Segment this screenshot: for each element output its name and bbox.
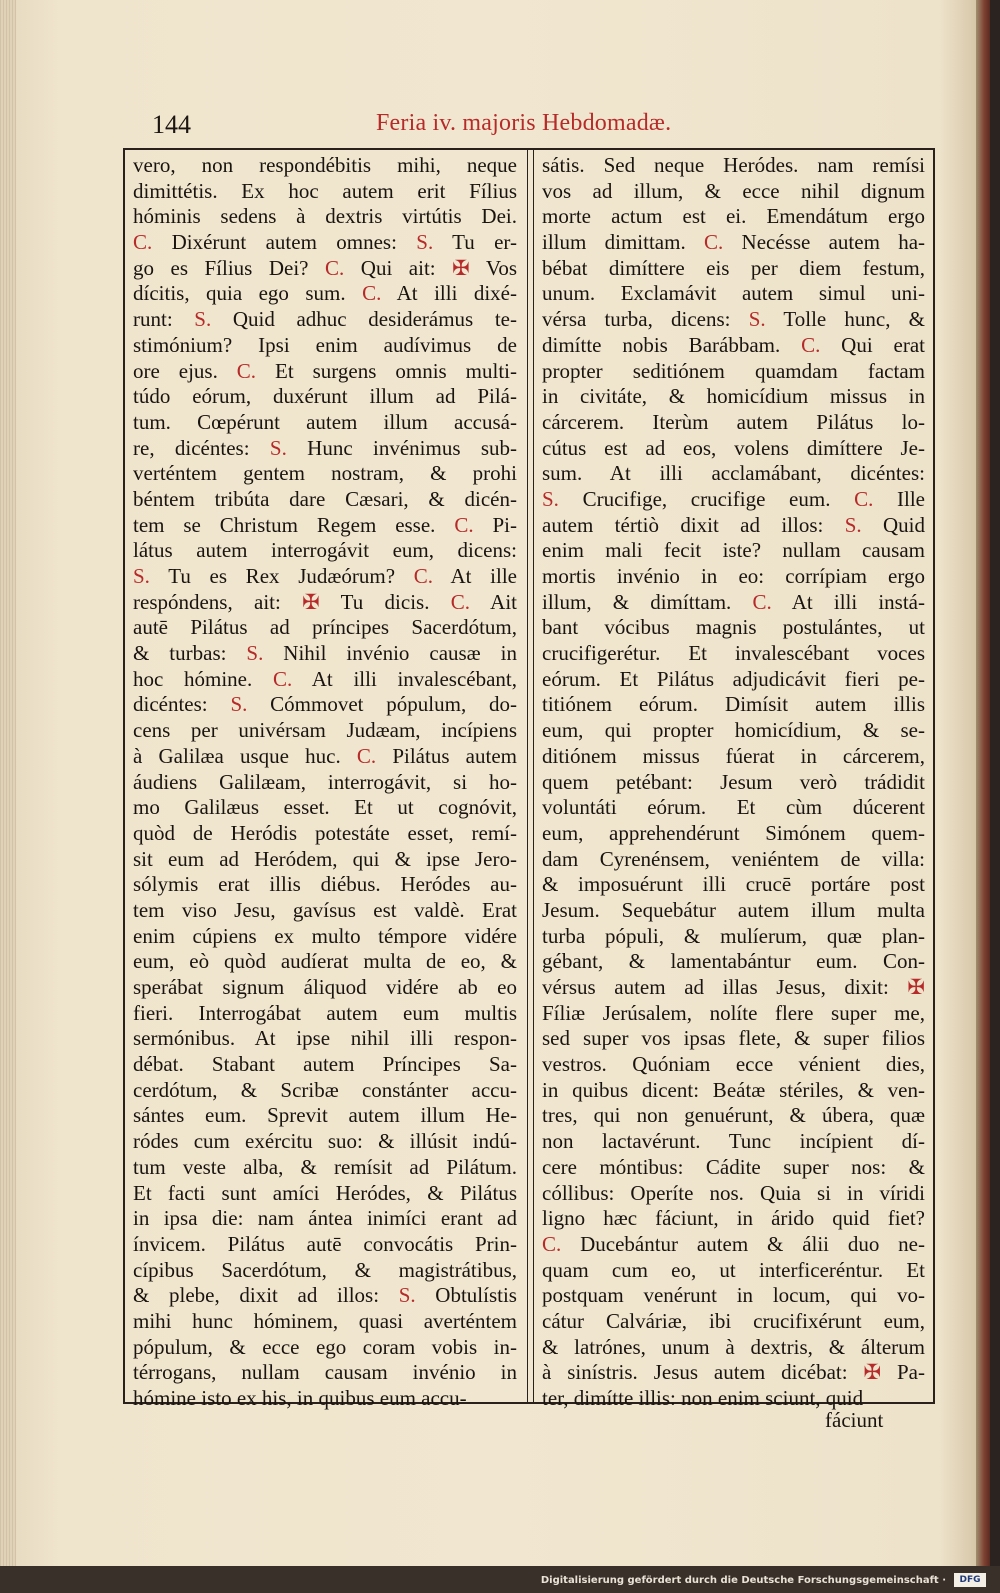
column-divider (527, 150, 534, 1402)
left-column-line: mo Galilæus esset. Et ut cognóvit, (133, 795, 517, 820)
digitization-credit: Digitalisierung gefördert durch die Deutsche Forschungsgemeinschaft · (540, 1575, 946, 1586)
left-column-line: tum. Cœpérunt autem illum accusá- (133, 409, 517, 434)
right-column-line: bant vócibus magnis postulántes, ut (542, 615, 925, 640)
left-column-line: débat. Stabant autem Príncipes Sa- (133, 1052, 517, 1077)
right-column-line: eórum. Et Pilátus adjudicávit fieri pe- (542, 666, 925, 691)
right-column-line: vérsus autem ad illas Jesus, dixit: ✠ (542, 975, 925, 999)
left-column-line: & plebe, dixit ad illos: S. Obtulístis (133, 1283, 517, 1308)
speaker-rubric: C. (801, 332, 821, 357)
right-column-line: enim mali fecit iste? nullam causam (542, 538, 925, 563)
right-column-line: sátis. Sed neque Heródes. nam remísi (542, 153, 925, 177)
left-column-line: autē Pilátus ad príncipes Sacerdótum, (133, 615, 517, 640)
left-column-line: cerdótum, & Scribæ constánter accu- (133, 1077, 517, 1102)
left-column-line: C. Dixérunt autem omnes: S. Tu er- (133, 230, 517, 255)
speaker-rubric: C. (854, 486, 874, 511)
right-column-line: Jesum. Sequebátur autem illum multa (542, 897, 925, 922)
left-column (125, 150, 525, 1410)
speaker-rubric: C. (450, 589, 471, 614)
cross-icon: ✠ (863, 1360, 882, 1385)
right-column-line: vérsa turba, dicens: S. Tolle hunc, & (542, 307, 925, 332)
right-column-line: ligno hæc fáciunt, in árido quid fiet? (542, 1206, 925, 1231)
left-column-line: ínvicem. Pilátus autē convocátis Prin- (133, 1231, 517, 1256)
speaker-rubric: C. (362, 281, 382, 306)
speaker-rubric: S. (133, 564, 150, 588)
left-column-line: tem se Christum Regem esse. C. Pi- (133, 512, 517, 537)
right-column-line: sum. At illi acclamábant, dicéntes: (542, 461, 925, 486)
right-column-line: non lactavérunt. Tunc incípient dí- (542, 1129, 925, 1154)
left-column-line: hoc hómine. C. At illi invalescébant, (133, 666, 517, 691)
speaker-rubric: C. (542, 1231, 562, 1256)
speaker-rubric: C. (272, 666, 293, 691)
left-column-line: dícitis, quia ego sum. C. At illi dixé- (133, 281, 517, 306)
left-column-line: béntem tribúta dare Cæsari, & dicén- (133, 486, 517, 511)
page-edges-left (0, 0, 16, 1566)
right-column-line: in quibus dicent: Beátæ stériles, & ven- (542, 1077, 925, 1102)
left-column-line: tem viso Jesu, gavísus est valdè. Erat (133, 897, 517, 922)
left-column-line: S. Tu es Rex Judæórum? C. At ille (133, 564, 517, 588)
left-column-line: sermónibus. At ipse nihil illi respon- (133, 1026, 517, 1051)
speaker-rubric: C. (752, 589, 772, 614)
speaker-rubric: S. (230, 692, 248, 717)
left-column-line: sit eum ad Heródem, qui & ipse Jero- (133, 846, 517, 871)
right-column-line: dimítte nobis Barábbam. C. Qui erat (542, 332, 925, 357)
right-column-line: crucifigerétur. Et invalescébant voces (542, 641, 925, 666)
left-column-line: látus autem interrogávit eum, dicens: (133, 538, 517, 563)
left-column-line: sántes eum. Sprevit autem illum He- (133, 1103, 517, 1128)
left-column-line: verténtem gentem nostram, & prohi (133, 461, 517, 486)
right-column-line: eum, qui propter homicídium, & se- (542, 718, 925, 743)
left-column-line: ródes cum exércitu suo: & illúsit indú- (133, 1129, 517, 1154)
right-column-line: turba pópuli, & mulíerum, quæ plan- (542, 923, 925, 948)
running-title: Feria iv. majoris Hebdomadæ. (376, 110, 672, 136)
right-column-line: à sinístris. Jesus autem dicébat: ✠ Pa- (542, 1360, 925, 1385)
left-column-line: dimittétis. Ex hoc autem erit Fílius (133, 178, 517, 203)
right-column-line: unum. Exclamávit autem simul uni- (542, 281, 925, 306)
left-column-line: eum, eò quòd audíerat multa de eo, & (133, 949, 517, 974)
left-column-line: fieri. Interrogábat autem eum multis (133, 1000, 517, 1025)
left-column-line: mihi hunc hóminem, quasi averténtem (133, 1308, 517, 1333)
right-column-line: & imposuérunt illi crucē portáre post (542, 872, 925, 897)
right-column-line: Fíliæ Jerúsalem, nolíte flere super me, (542, 1000, 925, 1025)
left-column-line: dicéntes: S. Cómmovet pópulum, do- (133, 692, 517, 717)
right-column-line: bébat dimíttere eis per diem festum, (542, 255, 925, 280)
right-column-line: quem petébant: Jesum verò trádidit (542, 769, 925, 794)
text-frame (123, 148, 935, 1410)
dfg-logo: DFG (954, 1573, 986, 1587)
left-column-line: vero, non respondébitis mihi, neque (133, 153, 517, 177)
speaker-rubric: S. (246, 641, 264, 666)
left-column-line: hóminis sedens à dextris virtútis Dei. (133, 204, 517, 229)
left-column-line: tum veste alba, & remísit ad Pilátum. (133, 1154, 517, 1179)
left-column-line: sperábat signum áliquod vidére ab eo (133, 975, 517, 999)
page-number: 144 (152, 110, 191, 139)
right-column-line: gébant, & lamentabántur eum. Con- (542, 949, 925, 974)
speaker-rubric: S. (844, 512, 862, 537)
right-column-line: voluntáti eórum. Et cùm dúcerent (542, 795, 925, 820)
left-column-line: túdo eórum, duxérunt illum ad Pilá- (133, 384, 517, 409)
left-column-line: ore ejus. C. Et surgens omnis multi- (133, 358, 517, 383)
left-column-line: & turbas: S. Nihil invénio causæ in (133, 641, 517, 666)
cross-icon: ✠ (907, 975, 925, 999)
left-column-line: cípibus Sacerdótum, & magistrátibus, (133, 1257, 517, 1282)
speaker-rubric: C. (133, 230, 153, 255)
speaker-rubric: S. (269, 435, 287, 460)
left-column-line: áudiens Galilæam, interrogávit, si ho- (133, 769, 517, 794)
speaker-rubric: C. (356, 743, 377, 768)
right-column-line: postquam venérunt in locum, qui vo- (542, 1283, 925, 1308)
speaker-rubric: S. (748, 307, 766, 332)
right-column-line: vos ad illum, & ecce nihil dignum (542, 178, 925, 203)
right-column-line: cárcerem. Iterùm autem Pilátus lo- (542, 409, 925, 434)
left-column-line: térrogans, nullam causam invénio in (133, 1360, 517, 1385)
right-column-line: eum, apprehendérunt Simónem quem- (542, 820, 925, 845)
right-column-line: & latrónes, unum à dextris, & álterum (542, 1334, 925, 1359)
left-column-line: respóndens, ait: ✠ Tu dicis. C. Ait (133, 589, 517, 614)
right-column-line: mortis invénio in eo: corrípiam ergo (542, 564, 925, 588)
speaker-rubric: C. (413, 564, 433, 588)
left-column-line: in ipsa die: nam ántea inimíci erant ad (133, 1206, 517, 1231)
left-column-line: re, dicéntes: S. Hunc invénimus sub- (133, 435, 517, 460)
left-column-line: sólymis erat illis diébus. Heródes au- (133, 872, 517, 897)
right-column-line: cátur Calváriæ, ibi crucifixérunt eum, (542, 1308, 925, 1333)
right-column-line: cútus est ad eos, volens dimíttere Je- (542, 435, 925, 460)
left-column-line: cens per univérsam Judæam, incípiens (133, 718, 517, 743)
right-column-line: vestros. Quóniam ecce vénient dies, (542, 1052, 925, 1077)
cross-icon: ✠ (302, 589, 320, 614)
left-column-line: à Galilæa usque huc. C. Pilátus autem (133, 743, 517, 768)
right-column-line: cóllibus: Operíte nos. Quia si in víridi (542, 1180, 925, 1205)
left-column-line: quòd de Heródis potestáte esset, remí- (133, 820, 517, 845)
left-column-line: runt: S. Quid adhuc desiderámus te- (133, 307, 517, 332)
right-column-line: C. Ducebántur autem & álii duo ne- (542, 1231, 925, 1256)
left-column-line: Et facti sunt amíci Heródes, & Pilátus (133, 1180, 517, 1205)
speaker-rubric: C. (454, 512, 474, 537)
right-column-line: illum dimittam. C. Necésse autem ha- (542, 230, 925, 255)
right-column-line: dam Cyrenénsem, veniéntem de villa: (542, 846, 925, 871)
right-column-line: illum, & dimíttam. C. At illi instá- (542, 589, 925, 614)
speaker-rubric: S. (416, 230, 434, 255)
right-column-line: morte actum est ei. Emendátum ergo (542, 204, 925, 229)
speaker-rubric: C. (236, 358, 257, 383)
right-column-line: S. Crucifige, crucifige eum. C. Ille (542, 486, 925, 511)
page-header (140, 110, 940, 146)
right-column (534, 150, 933, 1410)
left-column-line: hómine isto ex his, in quibus eum accu- (133, 1386, 467, 1410)
right-column-line: propter seditiónem quamdam factam (542, 358, 925, 383)
right-column-line: ditiónem missus fúerat in cárcerem, (542, 743, 925, 768)
left-column-line: go es Fílius Dei? C. Qui ait: ✠ Vos (133, 255, 517, 280)
speaker-rubric: S. (398, 1283, 416, 1308)
speaker-rubric: S. (194, 307, 212, 332)
left-column-line: stimónium? Ipsi enim audívimus de (133, 332, 517, 357)
right-column-line: tres, qui non genuérunt, & úbera, quæ (542, 1103, 925, 1128)
right-column-line: cere móntibus: Cádite super nos: & (542, 1154, 925, 1179)
right-column-line: titiónem eórum. Dimísit autem illis (542, 692, 925, 717)
speaker-rubric: C. (703, 230, 724, 255)
right-column-line: quam cum eo, ut interficeréntur. Et (542, 1257, 925, 1282)
footer-bar (0, 1566, 1000, 1593)
left-column-line: enim cúpiens ex multo témpore vidére (133, 923, 517, 948)
binding-edge-right (976, 0, 990, 1566)
catchword: fáciunt (825, 1408, 884, 1432)
left-column-line: pópulum, & ecce ego coram vobis in- (133, 1334, 517, 1359)
cross-icon: ✠ (452, 255, 470, 280)
speaker-rubric: C. (325, 255, 345, 280)
right-column-line: ter, dimítte illis: non enim sciunt, quid (542, 1386, 864, 1410)
right-column-line: sed super vos ipsas flete, & super filios (542, 1026, 925, 1051)
right-column-line: autem tértiò dixit ad illos: S. Quid (542, 512, 925, 537)
right-column-line: in civitáte, & homicídium missus in (542, 384, 925, 409)
speaker-rubric: S. (542, 486, 559, 511)
